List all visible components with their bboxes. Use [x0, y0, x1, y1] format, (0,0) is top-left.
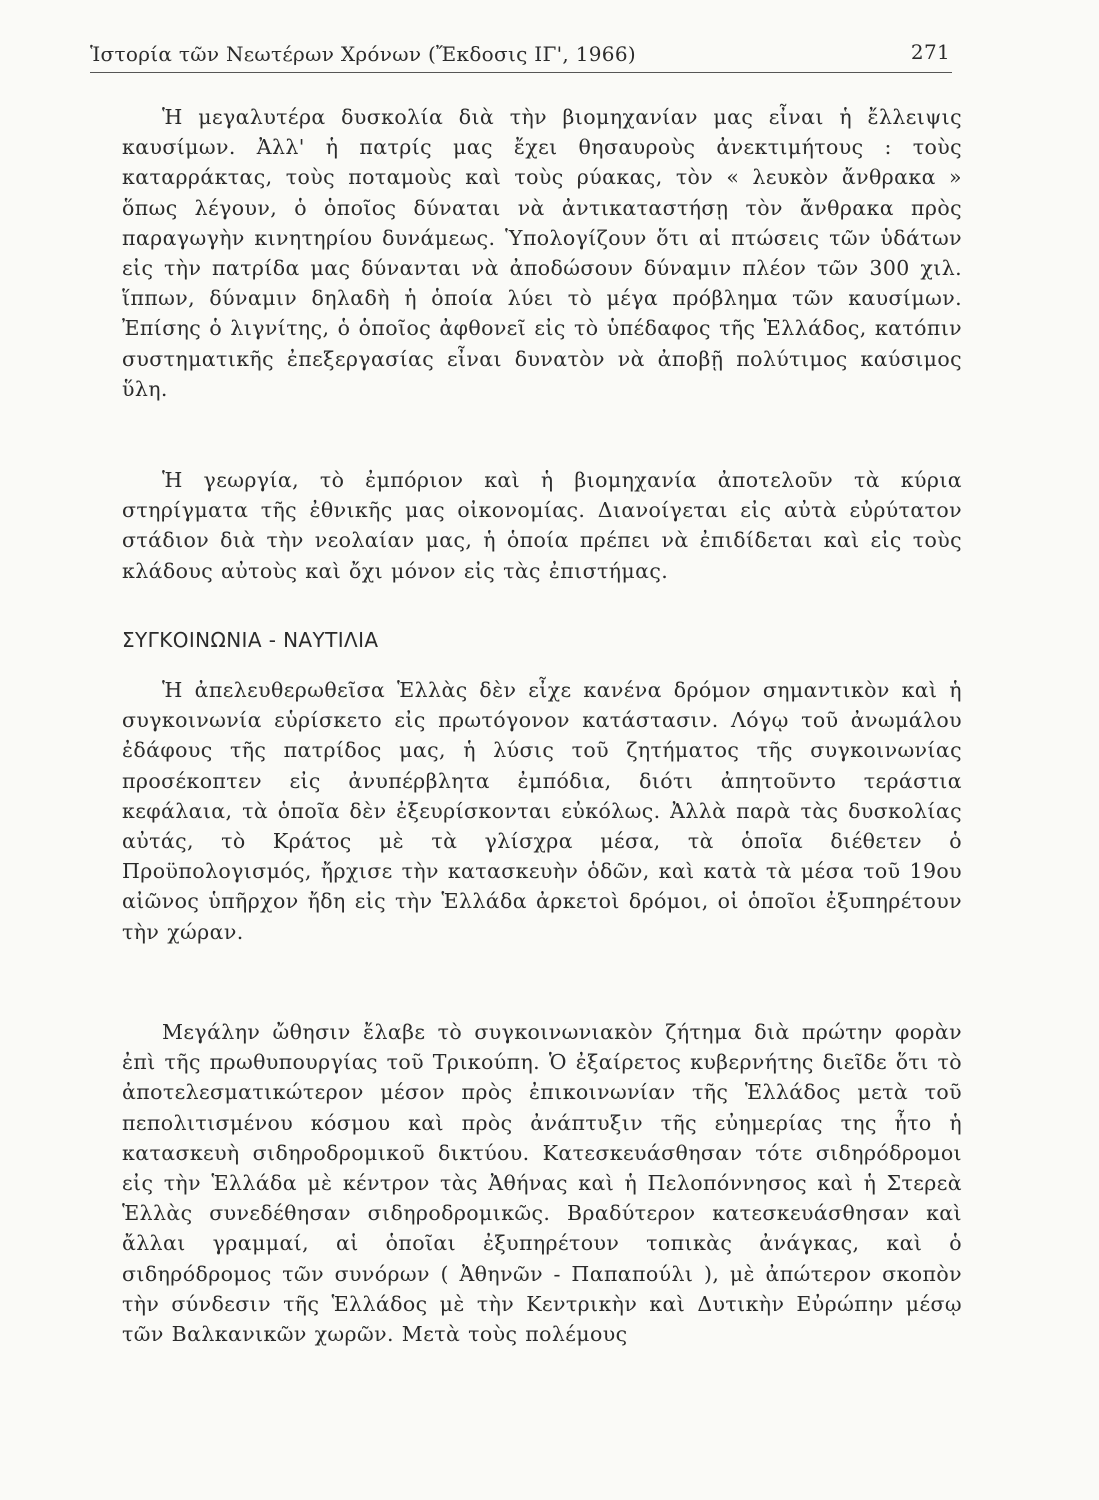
paragraph-economy: Ἡ γεωργία, τὸ ἐμπόριον καὶ ἡ βιομηχανία ἀποτελοῦν τὰ κύρια στηρίγματα τῆς ἐθνικῆς μας οἰκονομίας. Διανοίγεται εἰς αὐτὰ εὐρύτατον στάδιον διὰ τὴν νεολαίαν μας, ἡ ὁποία πρέπει νὰ ἐπιδίδεται καὶ εἰς τοὺς κλάδους αὐτοὺς καὶ ὄχι μόνον εἰς τὰς ἐπιστήμας.	[122, 468, 962, 583]
running-header	[90, 38, 950, 70]
page-number: 271	[910, 40, 950, 64]
book-title: Ἱστορία τῶν Νεωτέρων Χρόνων (Ἔκδοσις ΙΓ', 1966)	[90, 42, 636, 66]
section-heading: ΣΥΓΚΟΙΝΩΝΙΑ - ΝΑΥΤΙΛΙΑ	[122, 628, 379, 652]
paragraph-railways: Μεγάλην ὤθησιν ἔλαβε τὸ συγκοινωνιακὸν ζήτημα διὰ πρώτην φορὰν ἐπὶ τῆς πρωθυπουργίας τοῦ Τρικούπη. Ὁ ἐξαίρετος κυβερνήτης διεῖδε ὅτι τὸ ἀποτελεσματικώτερον μέσον πρὸς ἐπικοινωνίαν τῆς Ἑλλάδος μετὰ τοῦ πεπολιτισμένου κόσμου καὶ πρὸς ἀνάπτυξιν τῆς εὐημερίας της ἦτο ἡ κατασκευὴ σιδηροδρομικοῦ δικτύου. Κατεσκευάσθησαν τότε σιδηρόδρομοι εἰς τὴν Ἑλλάδα μὲ κέντρον τὰς Ἀθήνας καὶ ἡ Πελοπόννησος καὶ ἡ Στερεὰ Ἑλλὰς συνεδέθησαν σιδηροδρομικῶς. Βραδύτερον κατεσκευάσθησαν καὶ ἄλλαι γραμμαί, αἱ ὁποῖαι ἐξυπηρέτουν τοπικὰς ἀνάγκας, καὶ ὁ σιδηρόδρομος τῶν συνόρων ( Ἀθηνῶν - Παπαπούλι ), μὲ ἀπώτερον σκοπὸν τὴν σύνδεσιν τῆς Ἑλλάδος μὲ τὴν Κεντρικὴν καὶ Δυτικὴν Εὐρώπην μέσῳ τῶν Βαλκανικῶν χωρῶν. Μετὰ τοὺς πολέμους	[122, 1020, 962, 1347]
header-divider	[90, 72, 952, 73]
paragraph-fuel: Ἡ μεγαλυτέρα δυσκολία διὰ τὴν βιομηχανίαν μας εἶναι ἡ ἔλλειψις καυσίμων. Ἀλλ' ἡ πατρίς μας ἔχει θησαυροὺς ἀνεκτιμήτους : τοὺς καταρράκτας, τοὺς ποταμοὺς καὶ τοὺς ρύακας, τὸν « λευκὸν ἄνθρακα » ὅπως λέγουν, ὁ ὁποῖος δύναται νὰ ἀντικαταστήσῃ τὸν ἄνθρακα πρὸς παραγωγὴν κινητηρίου δυνάμεως. Ὑπολογίζουν ὅτι αἱ πτώσεις τῶν ὑδάτων εἰς τὴν πατρίδα μας δύνανται νὰ ἀποδώσουν δύναμιν πλέον τῶν 300 χιλ. ἵππων, δύναμιν δηλαδὴ ἡ ὁποία λύει τὸ μέγα πρόβλημα τῶν καυσίμων. Ἐπίσης ὁ λιγνίτης, ὁ ὁποῖος ἀφθονεῖ εἰς τὸ ὑπέδαφος τῆς Ἑλλάδος, κατόπιν συστηματικῆς ἐπεξεργασίας εἶναι δυνατὸν νὰ ἀποβῇ πολύτιμος καύσιμος ὕλη.	[122, 105, 962, 401]
paragraph-roads: Ἡ ἀπελευθερωθεῖσα Ἑλλὰς δὲν εἶχε κανένα δρόμον σημαντικὸν καὶ ἡ συγκοινωνία εὑρίσκετο εἰς πρωτόγονον κατάστασιν. Λόγῳ τοῦ ἀνωμάλου ἐδάφους τῆς πατρίδος μας, ἡ λύσις τοῦ ζητήματος τῆς συγκοινωνίας προσέκοπτεν εἰς ἀνυπέρβλητα ἐμπόδια, διότι ἀπητοῦντο τεράστια κεφάλαια, τὰ ὁποῖα δὲν ἐξευρίσκονται εὐκόλως. Ἀλλὰ παρὰ τὰς δυσκολίας αὐτάς, τὸ Κράτος μὲ τὰ γλίσχρα μέσα, τὰ ὁποῖα διέθετεν ὁ Προϋπολογισμός, ἤρχισε τὴν κατασκευὴν ὁδῶν, καὶ κατὰ τὰ μέσα τοῦ 19ου αἰῶνος ὑπῆρχον ἤδη εἰς τὴν Ἑλλάδα ἀρκετοὶ δρόμοι, οἱ ὁποῖοι ἐξυπηρέτουν τὴν χώραν.	[122, 678, 962, 944]
